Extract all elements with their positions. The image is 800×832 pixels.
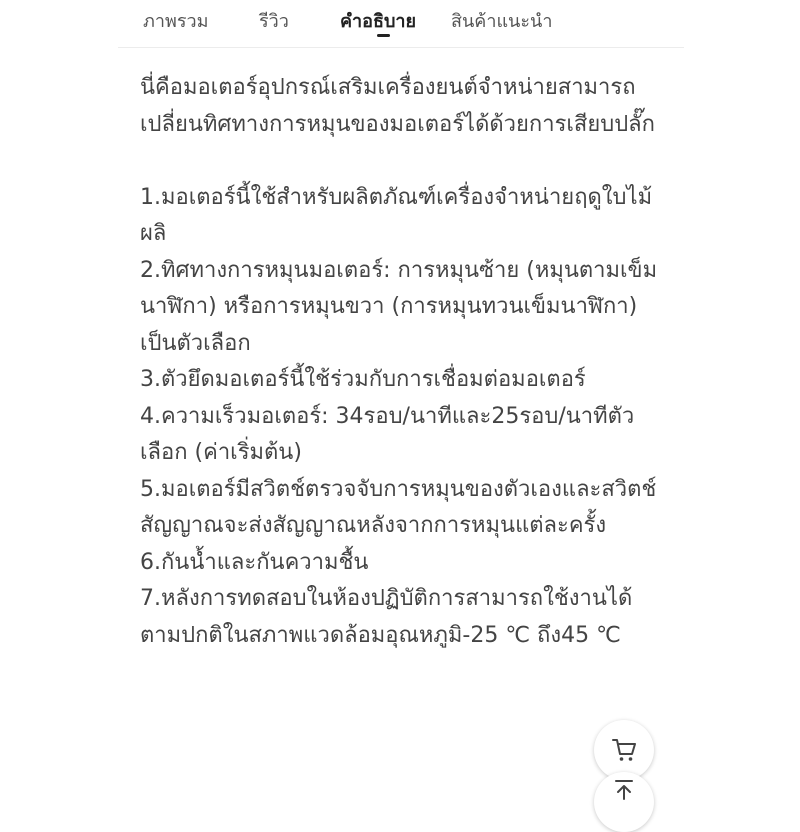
tab-overview[interactable]: ภาพรวม bbox=[143, 11, 209, 32]
arrow-up-icon bbox=[611, 777, 637, 803]
tab-recommended[interactable]: สินค้าแนะนำ bbox=[451, 11, 553, 32]
description-item-7: 7.หลังการทดสอบในห้องปฏิบัติการสามารถใช้งานได้ตามปกติในสภาพแวดล้อมอุณหภูมิ-25 ℃ ถึง45 ℃ bbox=[140, 586, 633, 648]
active-tab-indicator bbox=[377, 34, 390, 37]
description-intro: นี่คือมอเตอร์อุปกรณ์เสริมเครื่องยนต์จำหน่ายสามารถเปลี่ยนทิศทางการหมุนของมอเตอร์ได้ด้วยการเสียบปลั๊ก bbox=[140, 75, 655, 137]
description-item-6: 6.กันน้ำและกันความชื้น bbox=[140, 549, 369, 575]
product-description bbox=[140, 70, 665, 654]
cart-button[interactable] bbox=[594, 720, 654, 780]
back-to-top-button[interactable] bbox=[594, 772, 654, 832]
description-item-2: 2.ทิศทางการหมุนมอเตอร์: การหมุนซ้าย (หมุนตามเข็มนาฬิกา) หรือการหมุนขวา (การหมุนทวนเข็มนาฬิกา) เป็นตัวเลือก bbox=[140, 257, 658, 356]
description-item-4: 4.ความเร็วมอเตอร์: 34รอบ/นาทีและ25รอบ/นาทีตัวเลือก (ค่าเริ่มต้น) bbox=[140, 403, 635, 465]
tab-reviews[interactable]: รีวิว bbox=[259, 11, 289, 32]
description-item-3: 3.ตัวยึดมอเตอร์นี้ใช้ร่วมกับการเชื่อมต่อมอเตอร์ bbox=[140, 367, 586, 392]
description-item-5: 5.มอเตอร์มีสวิตช์ตรวจจับการหมุนของตัวเองและสวิตช์สัญญาณจะส่งสัญญาณหลังจากการหมุนแต่ละครั้ง bbox=[140, 476, 657, 538]
tab-bar bbox=[118, 0, 684, 48]
description-item-1: 1.มอเตอร์นี้ใช้สำหรับผลิตภัณฑ์เครื่องจำหน่ายฤดูใบไม้ผลิ bbox=[140, 184, 653, 246]
tab-description[interactable]: คำอธิบาย bbox=[340, 11, 417, 32]
paragraph-spacer bbox=[140, 143, 665, 180]
cart-icon bbox=[610, 737, 638, 763]
